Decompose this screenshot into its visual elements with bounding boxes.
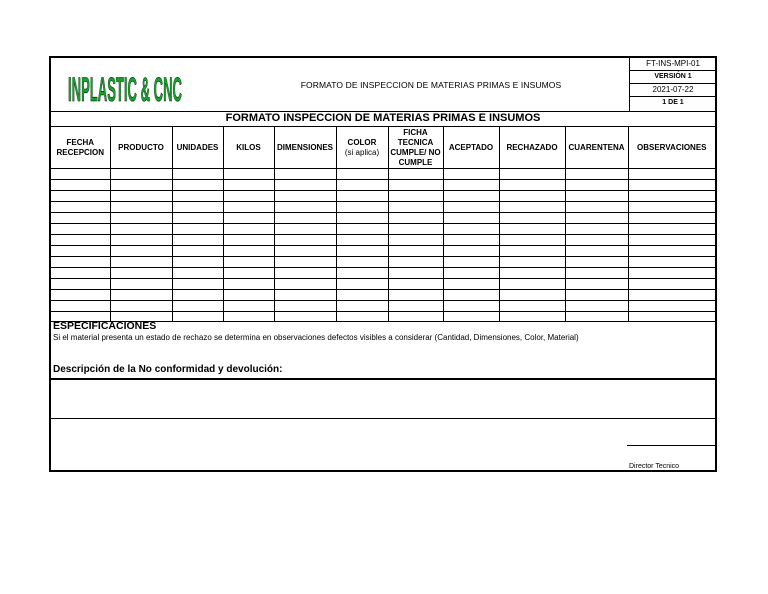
table-cell[interactable] [499, 246, 565, 257]
table-cell[interactable] [110, 191, 172, 202]
table-cell[interactable] [172, 279, 223, 290]
table-cell[interactable] [628, 169, 715, 180]
table-cell[interactable] [443, 169, 499, 180]
table-cell[interactable] [388, 257, 443, 268]
table-cell[interactable] [565, 290, 628, 301]
table-cell[interactable] [565, 235, 628, 246]
specifications-section [51, 321, 715, 379]
table-cell[interactable] [443, 246, 499, 257]
table-cell[interactable] [443, 235, 499, 246]
table-cell[interactable] [51, 301, 110, 312]
table-row [51, 279, 715, 290]
company-logo [55, 60, 195, 110]
table-cell[interactable] [443, 290, 499, 301]
col-observaciones: OBSERVACIONES [628, 127, 715, 169]
col-ficha-tecnica: FICHA TECNICA CUMPLE/ NO CUMPLE [388, 127, 443, 169]
table-cell[interactable] [274, 224, 336, 235]
table-cell[interactable] [274, 257, 336, 268]
table-cell[interactable] [499, 257, 565, 268]
table-cell[interactable] [336, 246, 388, 257]
table-cell[interactable] [274, 180, 336, 191]
table-cell[interactable] [223, 301, 274, 312]
table-cell[interactable] [499, 213, 565, 224]
table-cell[interactable] [223, 191, 274, 202]
table-cell[interactable] [223, 213, 274, 224]
signature-label: Director Tecnico [629, 463, 680, 470]
table-cell[interactable] [443, 301, 499, 312]
table-cell[interactable] [443, 279, 499, 290]
table-cell[interactable] [499, 279, 565, 290]
table-cell[interactable] [565, 180, 628, 191]
table-cell[interactable] [388, 246, 443, 257]
col-color: COLOR (si aplica) [336, 127, 388, 169]
table-header-row [51, 127, 715, 169]
table-cell[interactable] [51, 235, 110, 246]
table-cell[interactable] [51, 224, 110, 235]
nonconformity-title: Descripción de la No conformidad y devolución: [53, 364, 283, 375]
table-cell[interactable] [51, 290, 110, 301]
table-cell[interactable] [565, 202, 628, 213]
form-header [51, 58, 715, 112]
nonconformity-box[interactable] [51, 378, 715, 419]
table-cell[interactable] [499, 235, 565, 246]
table-cell[interactable] [51, 213, 110, 224]
table-cell[interactable] [223, 224, 274, 235]
table-cell[interactable] [172, 268, 223, 279]
table-cell[interactable] [628, 279, 715, 290]
table-cell[interactable] [274, 191, 336, 202]
table-cell[interactable] [110, 257, 172, 268]
table-cell[interactable] [274, 301, 336, 312]
table-cell[interactable] [443, 257, 499, 268]
table-cell[interactable] [499, 180, 565, 191]
table-cell[interactable] [172, 213, 223, 224]
table-cell[interactable] [336, 169, 388, 180]
col-kilos: KILOS [223, 127, 274, 169]
table-cell[interactable] [443, 213, 499, 224]
table-cell[interactable] [51, 202, 110, 213]
table-cell[interactable] [388, 191, 443, 202]
table-cell[interactable] [274, 290, 336, 301]
specifications-title: ESPECIFICACIONES [53, 320, 157, 332]
table-cell[interactable] [388, 169, 443, 180]
table-row [51, 180, 715, 191]
table-cell[interactable] [172, 235, 223, 246]
table-cell[interactable] [628, 290, 715, 301]
table-cell[interactable] [565, 279, 628, 290]
col-cuarentena: CUARENTENA [565, 127, 628, 169]
table-cell[interactable] [172, 169, 223, 180]
table-cell[interactable] [443, 202, 499, 213]
table-cell[interactable] [388, 202, 443, 213]
col-unidades: UNIDADES [172, 127, 223, 169]
table-cell[interactable] [110, 268, 172, 279]
table-row [51, 202, 715, 213]
table-cell[interactable] [499, 169, 565, 180]
table-cell[interactable] [388, 213, 443, 224]
table-cell[interactable] [172, 301, 223, 312]
table-cell[interactable] [443, 224, 499, 235]
table-cell[interactable] [336, 257, 388, 268]
table-cell[interactable] [388, 268, 443, 279]
table-cell[interactable] [336, 235, 388, 246]
col-aceptado: ACEPTADO [443, 127, 499, 169]
table-cell[interactable] [51, 279, 110, 290]
table-cell[interactable] [172, 224, 223, 235]
table-cell[interactable] [388, 224, 443, 235]
document-version: VERSIÓN 1 [630, 71, 716, 84]
table-cell[interactable] [565, 169, 628, 180]
document-meta [629, 58, 716, 111]
table-cell[interactable] [172, 180, 223, 191]
table-cell[interactable] [110, 224, 172, 235]
table-cell[interactable] [336, 279, 388, 290]
table-cell[interactable] [443, 180, 499, 191]
table-cell[interactable] [499, 202, 565, 213]
table-cell[interactable] [565, 268, 628, 279]
document-code: FT-INS-MPI-01 [630, 58, 716, 71]
table-cell[interactable] [223, 246, 274, 257]
col-fecha-recepcion: FECHA RECEPCION [51, 127, 110, 169]
table-cell[interactable] [336, 301, 388, 312]
table-row [51, 246, 715, 257]
table-cell[interactable] [628, 268, 715, 279]
col-producto: PRODUCTO [110, 127, 172, 169]
table-cell[interactable] [110, 246, 172, 257]
table-cell[interactable] [172, 202, 223, 213]
table-cell[interactable] [628, 246, 715, 257]
table-cell[interactable] [274, 213, 336, 224]
logo-text: INPLASTIC & CNC [68, 71, 182, 109]
table-cell[interactable] [388, 180, 443, 191]
table-row [51, 191, 715, 202]
table-cell[interactable] [172, 257, 223, 268]
table-cell[interactable] [51, 268, 110, 279]
table-row [51, 224, 715, 235]
table-cell[interactable] [499, 290, 565, 301]
table-cell[interactable] [499, 268, 565, 279]
table-cell[interactable] [223, 169, 274, 180]
document-date: 2021-07-22 [630, 84, 716, 97]
table-cell[interactable] [172, 191, 223, 202]
table-row [51, 301, 715, 312]
table-row [51, 257, 715, 268]
table-cell[interactable] [110, 180, 172, 191]
table-cell[interactable] [274, 246, 336, 257]
table-cell[interactable] [628, 224, 715, 235]
table-cell[interactable] [499, 301, 565, 312]
table-cell[interactable] [51, 169, 110, 180]
table-row [51, 213, 715, 224]
table-cell[interactable] [499, 224, 565, 235]
table-cell[interactable] [628, 301, 715, 312]
table-cell[interactable] [628, 180, 715, 191]
table-cell[interactable] [110, 235, 172, 246]
table-row [51, 290, 715, 301]
table-cell[interactable] [565, 224, 628, 235]
table-cell[interactable] [172, 290, 223, 301]
table-cell[interactable] [388, 301, 443, 312]
specifications-text: Si el material presenta un estado de rechazo se determina en observaciones defectos visibles a considerar (Cantidad, Dimensiones, Color, Material) [53, 333, 579, 342]
table-cell[interactable] [223, 257, 274, 268]
table-cell[interactable] [336, 213, 388, 224]
table-cell[interactable] [565, 246, 628, 257]
document-page: 1 DE 1 [662, 99, 684, 106]
table-cell[interactable] [274, 202, 336, 213]
table-cell[interactable] [336, 268, 388, 279]
table-cell[interactable] [223, 235, 274, 246]
form-title: FORMATO INSPECCION DE MATERIAS PRIMAS E INSUMOS [51, 111, 715, 127]
table-cell[interactable] [223, 290, 274, 301]
table-cell[interactable] [565, 191, 628, 202]
table-cell[interactable] [110, 202, 172, 213]
col-rechazado: RECHAZADO [499, 127, 565, 169]
table-cell[interactable] [628, 191, 715, 202]
table-cell[interactable] [51, 180, 110, 191]
table-row [51, 235, 715, 246]
table-cell[interactable] [388, 235, 443, 246]
table-cell[interactable] [274, 268, 336, 279]
table-cell[interactable] [110, 169, 172, 180]
table-cell[interactable] [223, 279, 274, 290]
table-cell[interactable] [336, 290, 388, 301]
table-cell[interactable] [565, 213, 628, 224]
table-cell[interactable] [388, 290, 443, 301]
table-cell[interactable] [628, 257, 715, 268]
table-cell[interactable] [223, 202, 274, 213]
table-cell[interactable] [51, 191, 110, 202]
table-cell[interactable] [172, 246, 223, 257]
table-cell[interactable] [223, 180, 274, 191]
table-cell[interactable] [336, 191, 388, 202]
table-cell[interactable] [110, 290, 172, 301]
header-title: FORMATO DE INSPECCION DE MATERIAS PRIMAS E INSUMOS [300, 79, 562, 90]
table-cell[interactable] [223, 268, 274, 279]
inspection-table [51, 127, 715, 322]
table-cell[interactable] [336, 202, 388, 213]
table-row [51, 169, 715, 180]
col-dimensiones: DIMENSIONES [274, 127, 336, 169]
table-cell[interactable] [51, 257, 110, 268]
table-cell[interactable] [336, 224, 388, 235]
table-cell[interactable] [274, 169, 336, 180]
table-cell[interactable] [274, 279, 336, 290]
table-cell[interactable] [443, 191, 499, 202]
table-cell[interactable] [336, 180, 388, 191]
inspection-form [49, 56, 717, 472]
table-cell[interactable] [51, 246, 110, 257]
table-cell[interactable] [565, 257, 628, 268]
table-cell[interactable] [499, 191, 565, 202]
signature-line [627, 445, 715, 446]
table-row [51, 268, 715, 279]
table-cell[interactable] [110, 213, 172, 224]
table-cell[interactable] [443, 268, 499, 279]
table-cell[interactable] [565, 301, 628, 312]
table-cell[interactable] [274, 235, 336, 246]
table-cell[interactable] [628, 235, 715, 246]
table-cell[interactable] [388, 279, 443, 290]
table-cell[interactable] [110, 301, 172, 312]
table-cell[interactable] [628, 213, 715, 224]
table-cell[interactable] [628, 202, 715, 213]
table-cell[interactable] [110, 279, 172, 290]
